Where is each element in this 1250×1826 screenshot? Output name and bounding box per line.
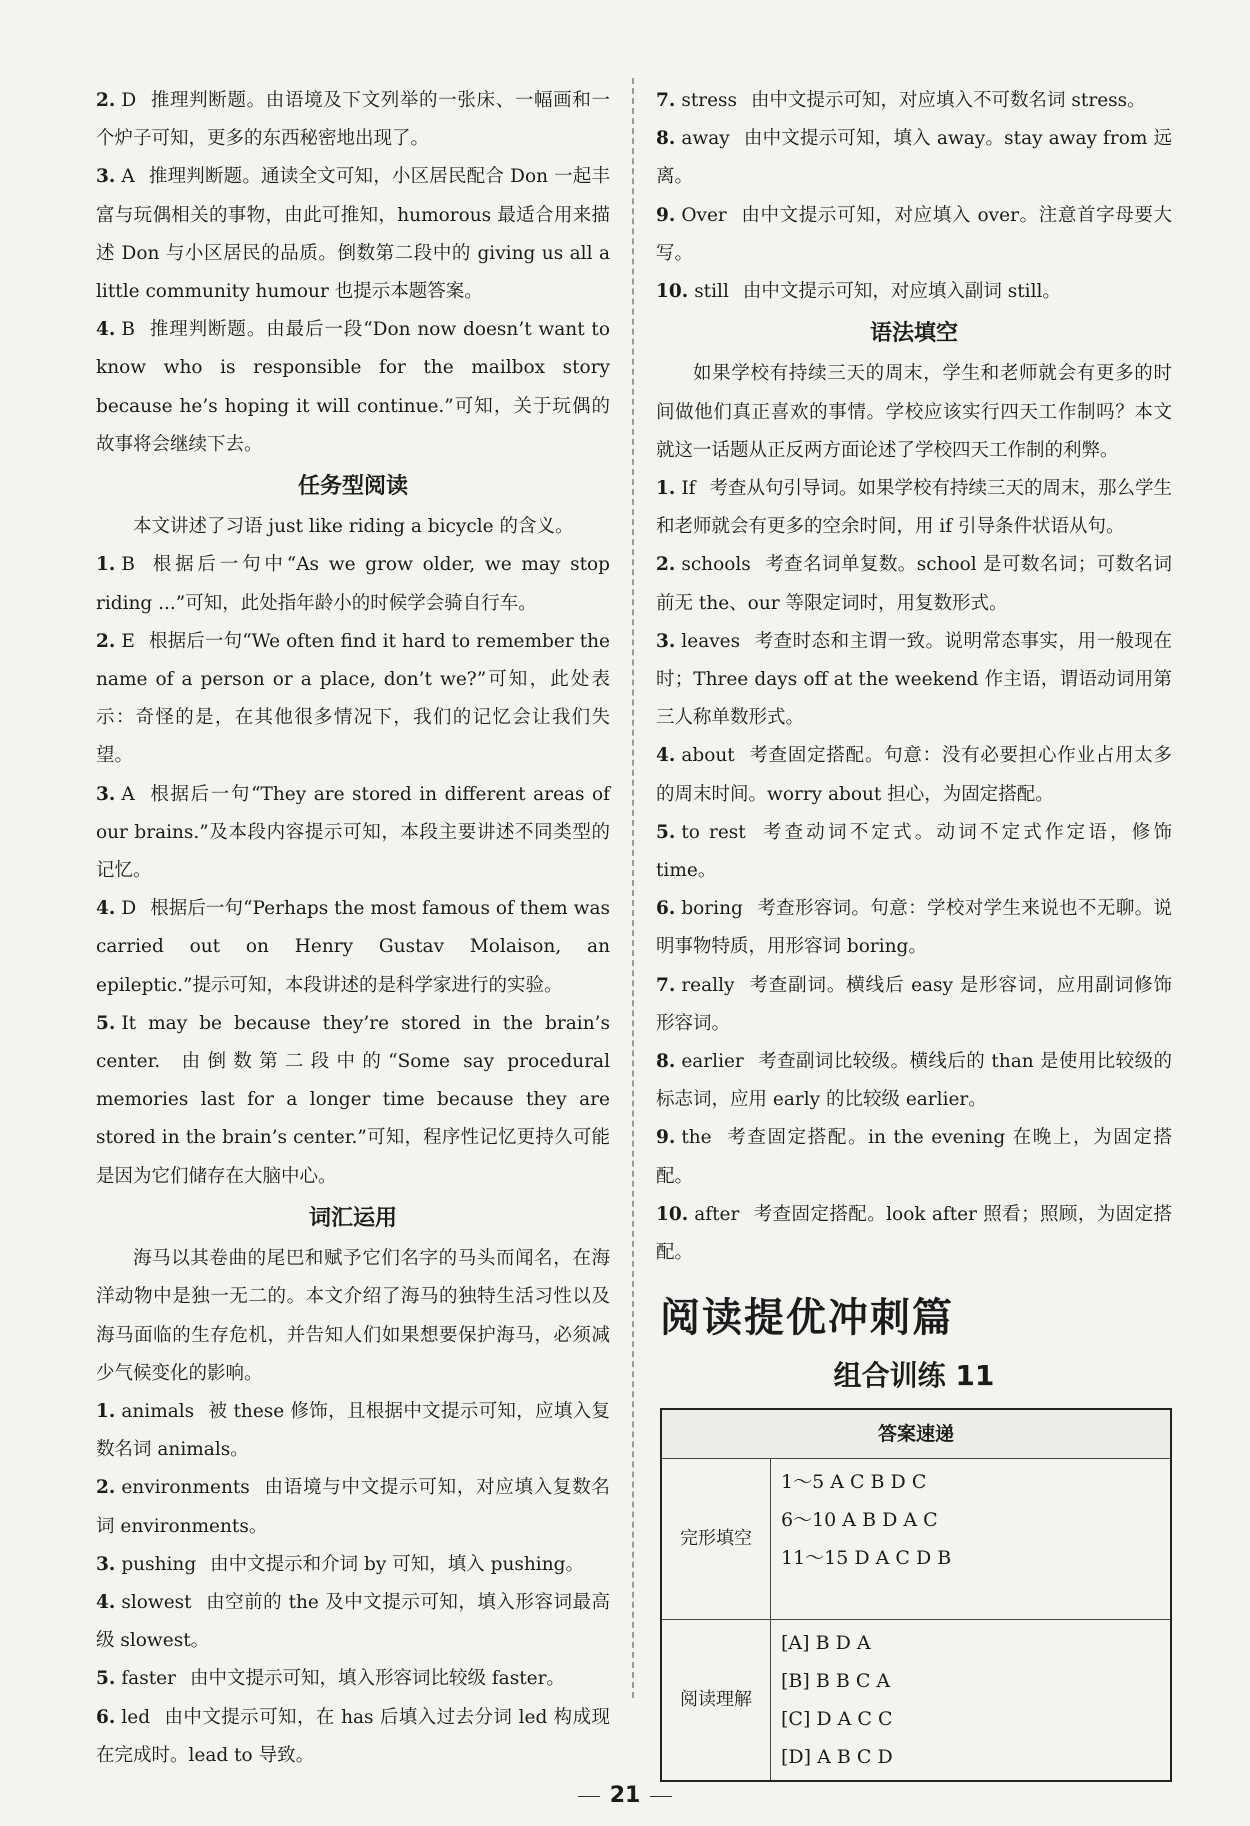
- answer-item: [656, 737, 1172, 813]
- item-answer: B: [121, 319, 135, 341]
- row-label-reading: 阅读理解: [661, 1620, 771, 1782]
- item-answer: It may be because they’re stored in the brain’s center.: [96, 1012, 610, 1073]
- item-explanation: 由中文提示可知，在 has 后填入过去分词 led 构成现在完成时。lead to 导致。: [96, 1706, 610, 1766]
- item-explanation: 考查固定搭配。look after 照看；照顾，为固定搭配。: [656, 1203, 1172, 1264]
- answer-item: [656, 1196, 1172, 1272]
- item-answer: really: [681, 974, 735, 996]
- vocabulary-answers: [96, 1393, 610, 1775]
- answer-item: [656, 82, 1172, 120]
- item-number: 3.: [96, 1553, 116, 1575]
- item-explanation: 根据后一句中“As we grow older, we may stop riding ...”可知，此处指年龄小的时候学会骑自行车。: [96, 554, 610, 614]
- item-number: 1.: [656, 478, 676, 500]
- item-answer: environments: [121, 1477, 250, 1499]
- answer-cell: 1～5 A C B D C: [781, 1471, 927, 1494]
- item-explanation: 考查名词单复数。school 是可数名词；可数名词前无 the、our 等限定词时，用复数形式。: [656, 554, 1172, 614]
- answer-item: [96, 158, 610, 311]
- reading-answers-cont: [96, 82, 610, 464]
- item-number: 5.: [656, 821, 676, 843]
- item-number: 4.: [656, 745, 676, 767]
- answer-item: [96, 1393, 610, 1469]
- item-answer: still: [694, 281, 729, 303]
- answer-key-header: 答案速递: [661, 1409, 1171, 1459]
- answer-item: [656, 967, 1172, 1043]
- item-explanation: 由中文提示可知，填入形容词比较级 faster。: [189, 1668, 565, 1690]
- answer-cell: [C] D A C C: [781, 1708, 893, 1731]
- item-answer: to rest: [681, 821, 746, 843]
- item-explanation: 推理判断题。由语境及下文列举的一张床、一幅画和一个炉子可知，更多的东西秘密地出现了。: [96, 90, 610, 150]
- item-answer: A: [121, 783, 135, 805]
- item-number: 9.: [656, 204, 676, 226]
- item-answer: after: [694, 1203, 740, 1225]
- item-answer: pushing: [121, 1553, 197, 1575]
- item-answer: about: [681, 745, 735, 767]
- item-answer: slowest: [121, 1591, 192, 1613]
- item-explanation: 由中文提示和介词 by 可知，填入 pushing。: [210, 1553, 584, 1575]
- item-explanation: 根据后一句“Perhaps the most famous of them was carried out on Henry Gustav Molaison, an epileptic.”提示可知，本段讲述的是科学家进行的实验。: [96, 898, 610, 996]
- item-answer: animals: [121, 1400, 195, 1422]
- item-number: 6.: [96, 1706, 116, 1728]
- answer-item: [656, 890, 1172, 966]
- section-title-grammar: 语法填空: [869, 321, 958, 347]
- item-explanation: 由中文提示可知，填入 away。stay away from 远离。: [656, 128, 1172, 188]
- item-number: 4.: [96, 898, 116, 920]
- item-number: 4.: [96, 1591, 116, 1613]
- item-explanation: 考查时态和主谓一致。说明常态事实，用一般现在时；Three days off at the weekend 作主语，谓语动词用第三人称单数形式。: [656, 630, 1172, 729]
- grammar-intro: 如果学校有持续三天的周末，学生和老师就会有更多的时间做他们真正喜欢的事情。学校应该实行四天工作制吗？本文就这一话题从正反两方面论述了学校四天工作制的利弊。: [656, 363, 1172, 461]
- item-number: 2.: [96, 1477, 116, 1499]
- item-answer: E: [121, 630, 135, 652]
- answer-item: [96, 1469, 610, 1545]
- section-title-task-reading: 任务型阅读: [297, 474, 408, 500]
- answer-item: [96, 546, 610, 622]
- item-number: 4.: [96, 319, 116, 341]
- item-number: 6.: [656, 898, 676, 920]
- item-answer: D: [121, 90, 137, 111]
- item-number: 3.: [96, 783, 116, 805]
- item-number: 3.: [96, 166, 116, 188]
- right-column: [656, 82, 1172, 1782]
- item-answer: boring: [681, 898, 743, 920]
- item-explanation: 由中文提示可知，对应填入 over。注意首字母要大写。: [656, 204, 1172, 264]
- item-explanation: 考查副词。横线后 easy 是形容词，应用副词修饰形容词。: [656, 974, 1172, 1034]
- item-answer: led: [121, 1706, 151, 1728]
- item-explanation: 被 these 修饰，且根据中文提示可知，应填入复数名词 animals。: [96, 1400, 610, 1461]
- answer-item: [96, 1660, 610, 1698]
- item-explanation: 推理判断题。通读全文可知，小区居民配合 Don 一起丰富与玩偶相关的事物，由此可推知，humorous 最适合用来描述 Don 与小区居民的品质。倒数第二段中的 giving us all a little community humour 也提示本题答案。: [96, 166, 610, 303]
- answer-item: [96, 311, 610, 464]
- answer-item: [96, 623, 610, 776]
- table-row: [661, 1620, 1171, 1782]
- item-explanation: 考查动词不定式。动词不定式作定语，修饰 time。: [656, 821, 1172, 882]
- answer-item: [656, 197, 1172, 273]
- item-number: 5.: [96, 1668, 116, 1690]
- item-answer: faster: [121, 1668, 176, 1690]
- exercise-title: 组合训练 11: [833, 1359, 995, 1393]
- answer-key-table: [660, 1408, 1172, 1782]
- answer-cell: [B] B B C A: [781, 1670, 891, 1693]
- item-number: 2.: [656, 554, 676, 576]
- answer-item: [656, 814, 1172, 890]
- vocabulary-intro: 海马以其卷曲的尾巴和赋予它们名字的马头而闻名，在海洋动物中是独一无二的。本文介绍了海马的独特生活习性以及海马面临的生存危机，并告知人们如果想要保护海马，必须减少气候变化的影响。: [96, 1248, 610, 1384]
- footer-dash: [650, 1796, 672, 1797]
- page-number: 21: [609, 1783, 641, 1808]
- item-explanation: 由中文提示可知，对应填入不可数名词 stress。: [751, 90, 1146, 111]
- item-explanation: 考查固定搭配。句意：没有必要担心作业占用太多的周末时间。worry about 担心，为固定搭配。: [656, 745, 1172, 805]
- answer-cell: 6～10 A B D A C: [781, 1509, 938, 1532]
- item-explanation: 推理判断题。由最后一段“Don now doesn’t want to know who is responsible for the mailbox story because he’s hoping it will continue.”可知，关于玩偶的故事将会继续下去。: [96, 319, 610, 455]
- item-number: 8.: [656, 128, 676, 150]
- item-number: 8.: [656, 1051, 676, 1073]
- task-reading-answers: [96, 546, 610, 1195]
- item-answer: A: [121, 166, 135, 188]
- answer-item: [656, 273, 1172, 311]
- answer-item: [96, 890, 610, 1005]
- answer-cell: [D] A B C D: [781, 1746, 893, 1769]
- row-label-cloze: 完形填空: [661, 1459, 771, 1620]
- item-explanation: 考查副词比较级。横线后的 than 是使用比较级的标志词，应用 early 的比较级 earlier。: [656, 1051, 1172, 1111]
- answer-item: [656, 623, 1172, 738]
- item-answer: earlier: [681, 1051, 744, 1073]
- item-explanation: 考查形容词。句意：学校对学生来说也不无聊。说明事物特质，用形容词 boring。: [656, 898, 1172, 958]
- item-number: 10.: [656, 281, 689, 303]
- answer-item: [656, 120, 1172, 196]
- item-answer: stress: [681, 90, 738, 111]
- item-number: 2.: [96, 630, 116, 652]
- left-column: [96, 82, 610, 1775]
- item-explanation: 由空前的 the 及中文提示可知，填入形容词最高级 slowest。: [96, 1591, 610, 1652]
- section-title-vocabulary: 词汇运用: [308, 1205, 397, 1231]
- item-answer: If: [681, 478, 696, 500]
- answer-item: [656, 546, 1172, 622]
- item-answer: away: [681, 128, 730, 150]
- answer-item: [96, 1546, 610, 1584]
- answer-item: [656, 470, 1172, 546]
- item-number: 9.: [656, 1127, 676, 1149]
- item-answer: B: [121, 554, 135, 576]
- column-divider: [632, 78, 634, 1698]
- item-explanation: 根据后一句“We often find it hard to remember the name of a person or a place, don’t we?”可知，此处表示：奇怪的是，在其他很多情况下，我们的记忆会让我们失望。: [96, 630, 610, 767]
- answer-cell: 11～15 D A C D B: [781, 1547, 952, 1570]
- footer-dash: [578, 1796, 600, 1797]
- item-number: 1.: [96, 554, 116, 576]
- item-answer: leaves: [681, 630, 741, 652]
- item-number: 7.: [656, 90, 676, 111]
- item-explanation: 考查从句引导词。如果学校有持续三天的周末，那么学生和老师就会有更多的空余时间，用 if 引导条件状语从句。: [656, 478, 1172, 538]
- answer-item: [656, 1119, 1172, 1195]
- item-number: 2.: [96, 90, 116, 111]
- item-explanation: 由中文提示可知，对应填入副词 still。: [742, 281, 1061, 303]
- item-number: 1.: [96, 1400, 116, 1422]
- item-explanation: 由倒数第二段中的“Some say procedural memories last for a longer time because they are stored in the brain’s center.”可知，程序性记忆更持久可能是因为它们储存在大脑中心。: [96, 1051, 610, 1187]
- answer-item: [96, 1584, 610, 1660]
- item-answer: D: [121, 898, 137, 920]
- item-number: 10.: [656, 1203, 689, 1225]
- item-answer: Over: [681, 204, 727, 226]
- answer-item: [96, 82, 610, 158]
- answer-item: [656, 1043, 1172, 1119]
- item-answer: schools: [681, 554, 751, 576]
- item-number: 3.: [656, 630, 676, 652]
- task-reading-intro: 本文讲述了习语 just like riding a bicycle 的含义。: [133, 516, 574, 538]
- part-title: 阅读提优冲刺篇: [660, 1295, 954, 1342]
- page-footer: [0, 1783, 1250, 1808]
- item-number: 5.: [96, 1012, 116, 1034]
- item-explanation: 根据后一句“They are stored in different areas of our brains.”及本段内容提示可知，本段主要讲述不同类型的记忆。: [96, 783, 610, 882]
- vocabulary-answers-cont: [656, 82, 1172, 311]
- table-row: [661, 1459, 1171, 1620]
- answer-item: [96, 776, 610, 891]
- item-explanation: 考查固定搭配。in the evening 在晚上，为固定搭配。: [656, 1127, 1172, 1187]
- answer-item: [96, 1005, 610, 1196]
- answer-cell: [A] B D A: [781, 1632, 871, 1655]
- grammar-answers: [656, 470, 1172, 1272]
- item-number: 7.: [656, 974, 676, 996]
- answer-item: [96, 1699, 610, 1775]
- item-explanation: 由语境与中文提示可知，对应填入复数名词 environments。: [96, 1477, 610, 1537]
- item-answer: the: [681, 1127, 712, 1149]
